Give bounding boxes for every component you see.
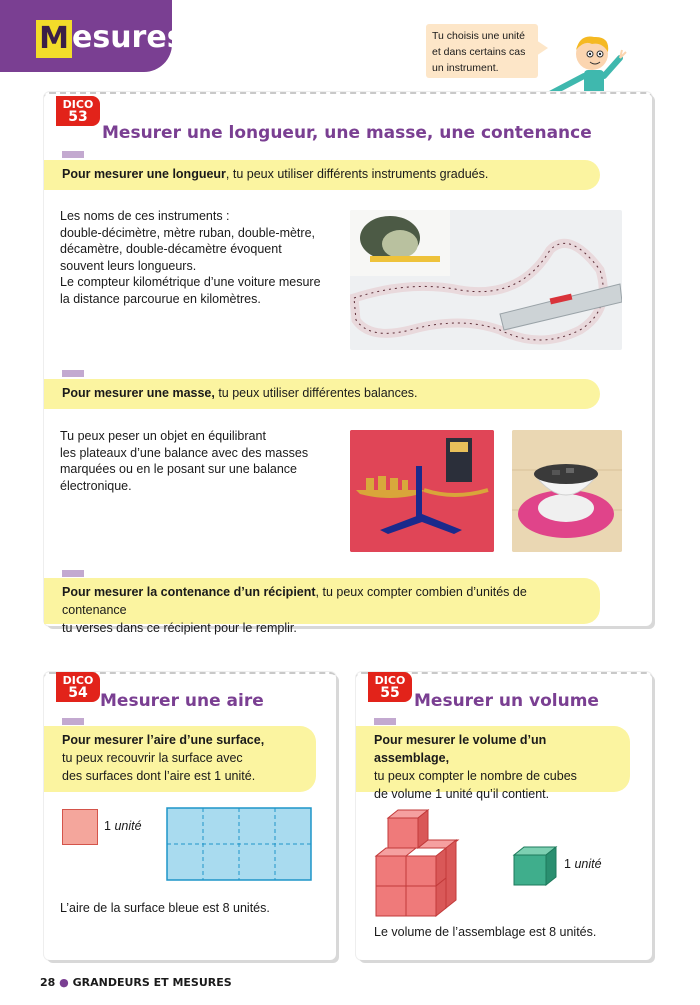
unit-label (564, 856, 602, 873)
dico-badge (368, 672, 412, 702)
measuring-tools-photo (350, 210, 622, 350)
band-bold: Pour mesurer une longueur (62, 167, 226, 181)
page-number: 28 (40, 976, 56, 989)
footer-dot: ● (59, 976, 69, 989)
unit-square (62, 809, 98, 845)
dico-badge (56, 96, 100, 126)
text-line: double-décimètre, mètre ruban, double-mètre, (60, 225, 315, 240)
band-text: tu peux recouvrir la surface avec (62, 751, 243, 765)
dico-label: DICO (62, 674, 94, 687)
cube-assembly (372, 808, 468, 920)
dico-number: 55 (380, 685, 400, 701)
band-text: tu peux compter le nombre de cubes (374, 769, 577, 783)
text-line: Tu peux peser un objet en équilibrant (60, 429, 266, 443)
roberval-balance-photo (350, 430, 494, 552)
band-contenance (44, 578, 600, 635)
longueur-text (60, 208, 340, 307)
electronic-scale-photo (512, 430, 622, 552)
speech-bubble (426, 24, 538, 78)
band-bold: Pour mesurer l’aire d’une surface, (62, 733, 265, 747)
band-text: , tu peux compter combien d’unités de contenance (62, 585, 527, 617)
bubble-line: Tu choisis une unité (432, 30, 525, 42)
band-text: des surfaces dont l’aire est 1 unité. (62, 769, 256, 783)
band-aire (44, 726, 316, 792)
dico-badge (56, 672, 100, 702)
text-line: décamètre, double-décamètre évoquent (60, 242, 282, 256)
text-line: marquées ou en le posant sur une balance (60, 462, 297, 476)
text-line: souvent leurs longueurs. (60, 258, 197, 273)
blue-surface-grid (166, 807, 312, 881)
tape-decoration (374, 718, 396, 725)
masse-text (60, 428, 340, 494)
section-title: Mesurer un volume (414, 691, 599, 711)
unit-cube (512, 845, 558, 887)
band-text: de volume 1 unité qu’il contient. (374, 787, 550, 801)
text-line: Les noms de ces instruments : (60, 209, 230, 223)
bubble-line: un instrument. (432, 62, 499, 74)
unit-number: 1 (104, 819, 111, 833)
band-longueur (44, 160, 600, 190)
unit-word: unité (574, 857, 602, 871)
tape-decoration (62, 570, 84, 577)
tape-decoration (62, 370, 84, 377)
tape-decoration (62, 718, 84, 725)
page-title: esures (72, 20, 185, 55)
text-line: la distance parcourue en kilomètres. (60, 291, 261, 306)
unit-word: unité (114, 819, 142, 833)
band-text: , tu peux utiliser différents instruments gradués. (225, 167, 489, 181)
aire-caption: L’aire de la surface bleue est 8 unités. (60, 901, 270, 915)
band-bold: Pour mesurer la contenance d’un récipient (62, 585, 316, 599)
band-text: tu peux utiliser différentes balances. (214, 386, 418, 400)
band-text: tu verses dans ce récipient pour le remplir. (62, 621, 297, 635)
bubble-line: et dans certains cas (432, 46, 526, 58)
section-title: Mesurer une aire (100, 691, 264, 711)
dico-label: DICO (62, 98, 94, 111)
unit-label (104, 818, 142, 835)
title-first-letter: M (36, 20, 72, 58)
dico-number: 53 (68, 109, 88, 125)
band-bold: Pour mesurer une masse, (62, 386, 215, 400)
tape-decoration (62, 151, 84, 158)
section-title: Mesurer une longueur, une masse, une contenance (102, 123, 592, 143)
band-volume (356, 726, 630, 801)
footer-section: GRANDEURS ET MESURES (72, 976, 232, 989)
text-line: les plateaux d’une balance avec des masses (60, 445, 309, 460)
dico-number: 54 (68, 685, 88, 701)
band-masse (44, 379, 600, 409)
unit-number: 1 (564, 857, 571, 871)
page-footer (40, 976, 232, 989)
volume-caption: Le volume de l’assemblage est 8 unités. (374, 925, 597, 939)
text-line: Le compteur kilométrique d’une voiture mesure (60, 275, 321, 289)
text-line: électronique. (60, 478, 132, 493)
band-bold: Pour mesurer le volume d’un assemblage, (374, 733, 547, 765)
dico-label: DICO (374, 674, 406, 687)
